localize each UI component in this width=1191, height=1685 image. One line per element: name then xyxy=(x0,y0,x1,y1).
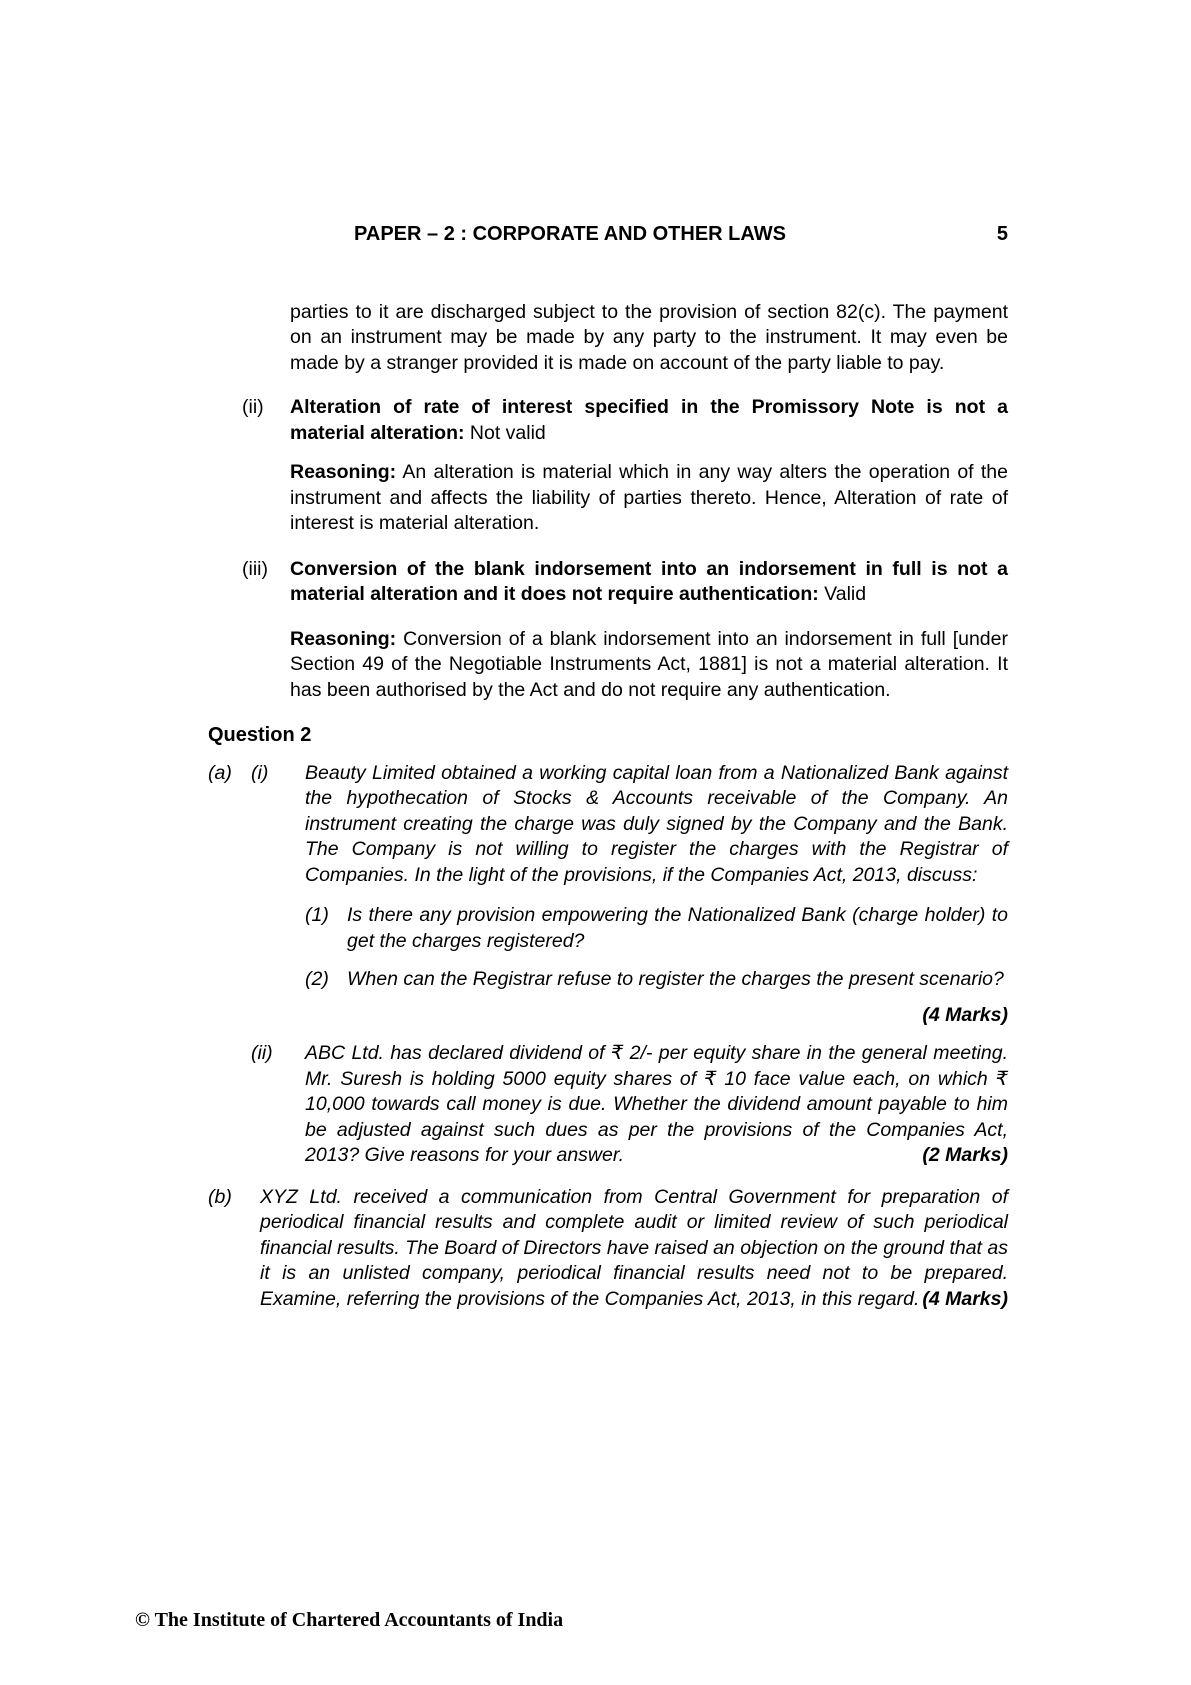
marks-value: (4 Marks) xyxy=(922,1287,1008,1310)
reasoning-label: Reasoning: xyxy=(290,627,397,650)
reasoning-text: Conversion of a blank indorsement into an indorsement in full [under Section 49 of the Negotiable Instruments Act, 1881] is not a material alteration. It has been authorised by the Act and do not require any authentication. xyxy=(290,627,1008,701)
reasoning-label: Reasoning: xyxy=(290,461,397,483)
marks-value: (4 Marks) xyxy=(922,1003,1008,1026)
part-a-label: (a) xyxy=(208,761,232,784)
item-iii-reasoning xyxy=(208,627,1008,704)
footer-copyright: © The Institute of Chartered Accountants of India xyxy=(135,1609,564,1631)
item-ii-reasoning xyxy=(208,460,1008,537)
item-iii-heading-bold: Conversion of the blank indorsement into an indorsement in full is not a material alteration and it does not require authentication: xyxy=(290,557,1008,605)
sub-question-1-label: (1) xyxy=(305,904,329,926)
item-ii-label: (ii) xyxy=(242,396,264,418)
sub-question-1 xyxy=(208,903,1008,954)
sub-question-2-label: (2) xyxy=(305,968,329,990)
marks-value: (2 Marks) xyxy=(922,1144,1008,1166)
item-ii-label: (ii) xyxy=(251,1042,273,1064)
sub-question-2-text: When can the Registrar refuse to register the charges the present scenario? xyxy=(347,968,1004,990)
question-2b xyxy=(208,1185,1008,1313)
intro-continuation-paragraph: parties to it are discharged subject to the provision of section 82(c). The payment on an instrument may be made by any party to the instrument. It may even be made by a stranger provided it is made on account of the party liable to pay. xyxy=(290,300,1008,374)
answer-item-iii xyxy=(208,557,1008,608)
item-ii-verdict: Not valid xyxy=(469,421,546,444)
question-2a-i xyxy=(208,761,1008,889)
item-iii-label: (iii) xyxy=(242,557,268,580)
question-2a-ii-text: ABC Ltd. has declared dividend of ₹ 2/- per equity share in the general meeting. Mr. Suresh is holding 5000 equity shares of ₹ 10 face value each, on which ₹ 10,000 towards call money is due. Whether the dividend amount payable to him be adjusted against such dues as per the provisions of the Companies Act, 2013? Give reasons for your answer. xyxy=(305,1042,1008,1166)
question-2-heading: Question 2 xyxy=(208,724,312,746)
item-i-label: (i) xyxy=(251,761,269,784)
marks-line-4 xyxy=(208,1003,1008,1029)
question-2b-text: XYZ Ltd. received a communication from Central Government for preparation of periodical financial results and complete audit or limited review of such periodical financial results. The Board of Directors have raised an objection on the ground that as it is an unlisted company, periodical financial results need not to be prepared. Examine, referring the provisions of the Companies Act, 2013, in this regard. xyxy=(260,1185,1008,1310)
question-2a-ii xyxy=(208,1041,1008,1169)
item-iii-verdict: Valid xyxy=(824,583,867,605)
item-iii-heading xyxy=(290,557,1008,608)
item-ii-heading-bold: Alteration of rate of interest specified in the Promissory Note is not a material alteration: xyxy=(290,396,1008,444)
reasoning-text: An alteration is material which in any way alters the operation of the instrument and affects the liability of parties thereto. Hence, Alteration of rate of interest is material alteration. xyxy=(290,461,1008,534)
item-ii-heading xyxy=(290,395,1008,446)
answer-item-ii xyxy=(208,395,1008,446)
question-2a-i-text: Beauty Limited obtained a working capital loan from a Nationalized Bank against the hypothecation of Stocks & Accounts receivable of the Company. An instrument creating the charge was duly signed by the Company and the Bank. The Company is not willing to register the charges with the Registrar of Companies. In the light of the provisions, if the Companies Act, 2013, discuss: xyxy=(305,761,1008,886)
sub-question-2 xyxy=(208,967,1008,993)
page-content xyxy=(208,222,1008,1312)
page-header xyxy=(208,222,1008,248)
part-b-label: (b) xyxy=(208,1185,232,1208)
page-title: PAPER – 2 : CORPORATE AND OTHER LAWS xyxy=(354,223,786,245)
page-number: 5 xyxy=(996,223,1008,245)
sub-question-1-text: Is there any provision empowering the Nationalized Bank (charge holder) to get the charges registered? xyxy=(347,904,1008,952)
